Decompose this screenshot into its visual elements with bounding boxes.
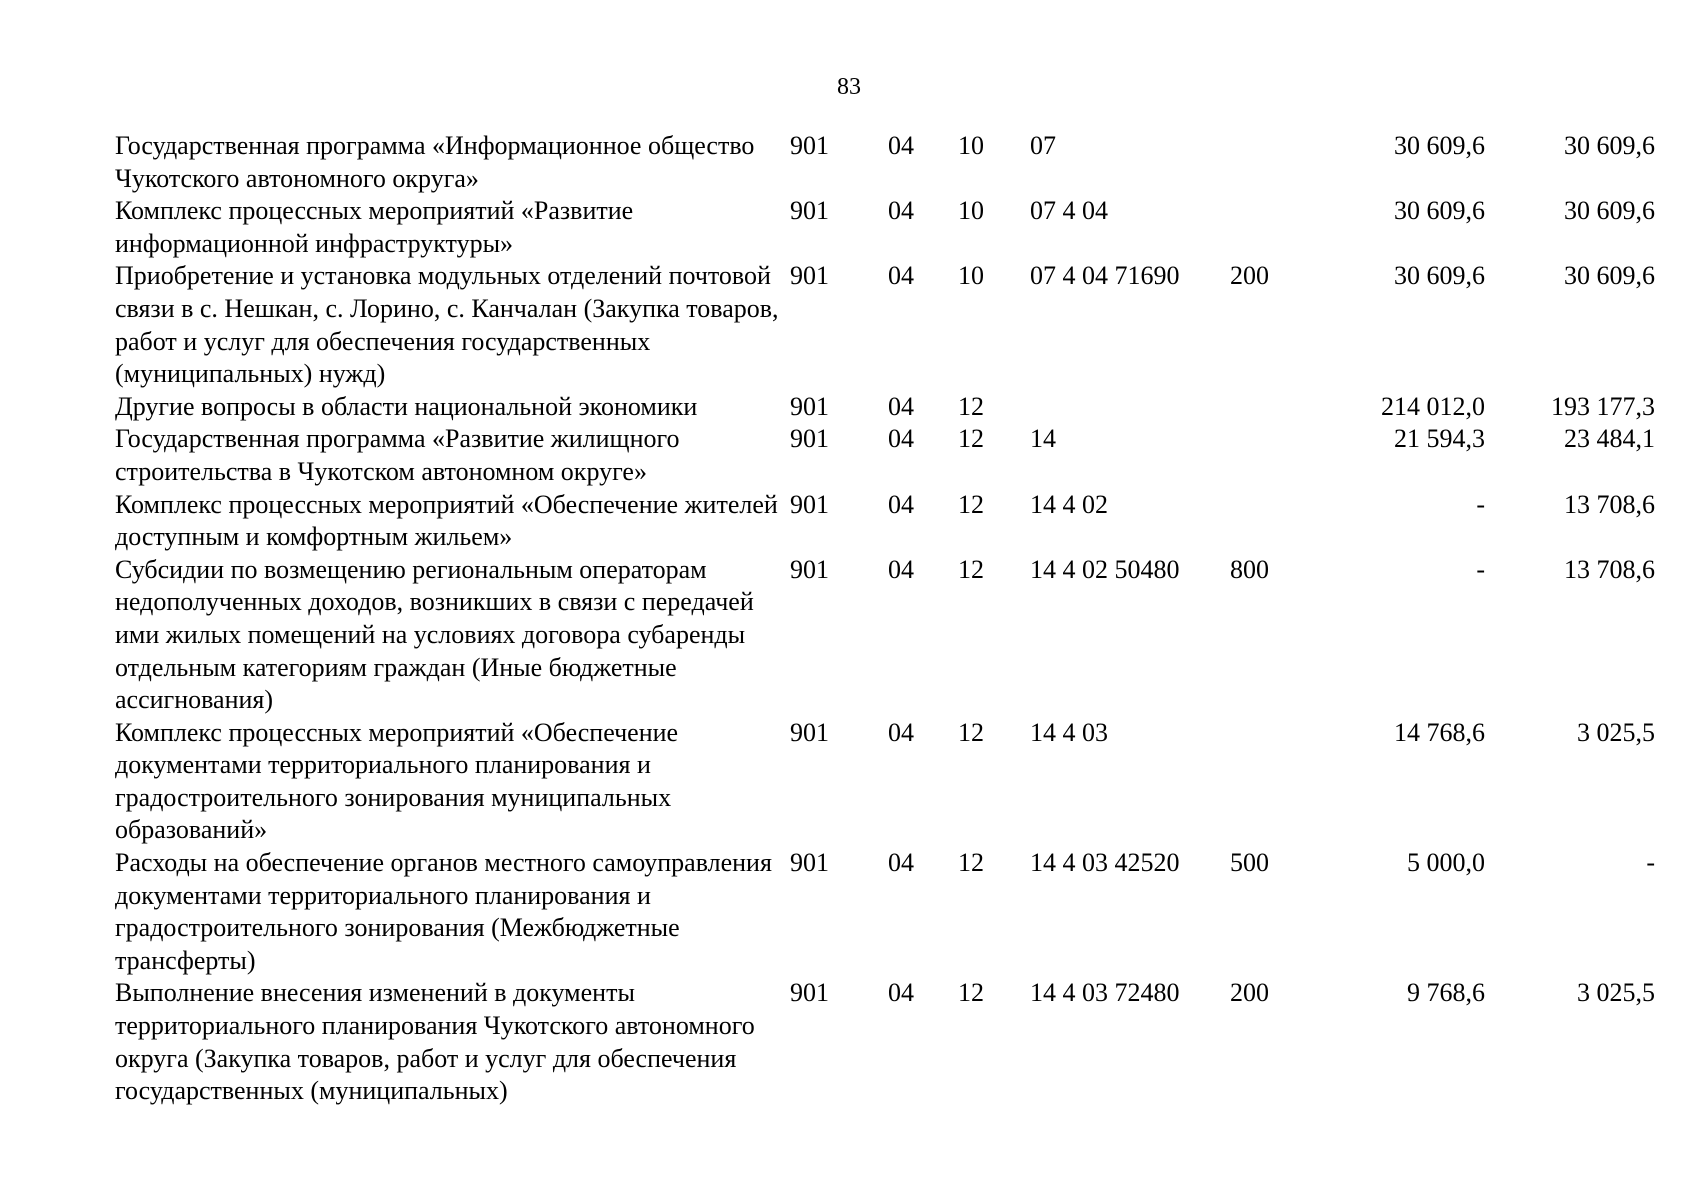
row-section: 04	[888, 196, 914, 226]
row-sum-2: 30 609,6	[1564, 196, 1655, 226]
row-expense-type	[1230, 489, 1325, 554]
row-target-article: 07 4 04	[1030, 196, 1108, 226]
row-subsection: 12	[958, 978, 984, 1008]
row-target-article: 14	[1030, 424, 1056, 454]
table-row	[115, 195, 1655, 260]
row-name: Приобретение и установка модульных отделений почтовой связи в с. Нешкан, с. Лорино, с. Канчалан (Закупка товаров, работ и услуг для обеспечения государственных (муниципальных) нужд)	[115, 261, 779, 389]
row-section: 04	[888, 978, 914, 1008]
row-section: 04	[888, 489, 914, 519]
row-subsection: 10	[958, 196, 984, 226]
row-name: Выполнение внесения изменений в документы территориального планирования Чукотского автономного округа (Закупка товаров, работ и услуг для обеспечения государственных (муниципальных)	[115, 978, 755, 1106]
row-expense-type: 500	[1230, 848, 1269, 878]
row-target-article: 14 4 03	[1030, 717, 1108, 747]
row-section: 04	[888, 391, 914, 421]
row-sum-2: 3 025,5	[1577, 978, 1655, 1008]
row-subsection: 12	[958, 424, 984, 454]
row-sum-1: 21 594,3	[1394, 424, 1485, 454]
budget-table-body	[115, 130, 1655, 1108]
row-grbs: 901	[790, 554, 829, 584]
row-grbs: 901	[790, 978, 829, 1008]
row-sum-2: 13 708,6	[1564, 554, 1655, 584]
row-sum-1: -	[1476, 489, 1485, 519]
row-section: 04	[888, 424, 914, 454]
row-grbs: 901	[790, 131, 829, 160]
row-sum-2: 23 484,1	[1564, 424, 1655, 454]
row-grbs: 901	[790, 717, 829, 747]
row-section: 04	[888, 848, 914, 878]
table-row	[115, 423, 1655, 488]
row-target-article: 14 4 02	[1030, 489, 1108, 519]
row-grbs: 901	[790, 196, 829, 226]
row-name: Комплекс процессных мероприятий «Развитие информационной инфраструктуры»	[115, 196, 634, 258]
row-section: 04	[888, 131, 914, 160]
table-row	[115, 391, 1655, 424]
table-row	[115, 554, 1655, 717]
row-expense-type: 200	[1230, 978, 1269, 1008]
row-subsection: 12	[958, 554, 984, 584]
row-grbs: 901	[790, 424, 829, 454]
row-section: 04	[888, 717, 914, 747]
row-target-article: 14 4 02 50480	[1030, 554, 1180, 584]
row-expense-type	[1230, 423, 1325, 488]
row-name: Другие вопросы в области национальной экономики	[115, 391, 698, 421]
row-expense-type: 200	[1230, 261, 1269, 291]
row-sum-1: 214 012,0	[1381, 391, 1485, 421]
row-expense-type	[1230, 195, 1325, 260]
table-row	[115, 489, 1655, 554]
row-expense-type	[1230, 717, 1325, 847]
row-subsection: 12	[958, 489, 984, 519]
row-expense-type	[1230, 130, 1325, 195]
row-expense-type	[1230, 391, 1325, 424]
table-row	[115, 977, 1655, 1107]
row-target-article: 07 4 04 71690	[1030, 261, 1180, 291]
row-target-article: 14 4 03 72480	[1030, 978, 1180, 1008]
row-subsection: 10	[958, 131, 984, 160]
row-name: Комплекс процессных мероприятий «Обеспечение жителей доступным и комфортным жильем»	[115, 489, 778, 552]
row-expense-type: 800	[1230, 554, 1269, 584]
row-target-article	[1030, 391, 1230, 424]
row-grbs: 901	[790, 848, 829, 878]
row-subsection: 10	[958, 261, 984, 291]
row-grbs: 901	[790, 489, 829, 519]
row-sum-1: 14 768,6	[1394, 717, 1485, 747]
row-sum-1: -	[1476, 554, 1485, 584]
row-sum-1: 30 609,6	[1394, 261, 1485, 291]
row-sum-2: 193 177,3	[1551, 391, 1655, 421]
row-name: Субсидии по возмещению региональным операторам недополученных доходов, возникших в связи с передачей ими жилых помещений на условиях договора субаренды отдельным категориям граждан (Иные бюджетные ассигнования)	[115, 554, 754, 715]
row-name: Расходы на обеспечение органов местного самоуправления документами территориального планирования и градостроительного зонирования (Межбюджетные трансферты)	[115, 848, 772, 975]
row-sum-2: -	[1646, 848, 1655, 878]
row-sum-2: 30 609,6	[1564, 131, 1655, 160]
budget-table	[115, 130, 1655, 1108]
table-row	[115, 130, 1655, 195]
row-subsection: 12	[958, 717, 984, 747]
row-grbs: 901	[790, 261, 829, 291]
row-sum-2: 3 025,5	[1577, 717, 1655, 747]
row-sum-1: 30 609,6	[1394, 196, 1485, 226]
row-target-article: 14 4 03 42520	[1030, 848, 1180, 878]
row-section: 04	[888, 261, 914, 291]
row-name: Государственная программа «Развитие жилищного строительства в Чукотском автономном округе»	[115, 424, 680, 486]
row-sum-1: 9 768,6	[1407, 978, 1485, 1008]
row-subsection: 12	[958, 848, 984, 878]
row-target-article: 07	[1030, 131, 1056, 160]
row-sum-2: 30 609,6	[1564, 261, 1655, 291]
row-name: Государственная программа «Информационное общество Чукотского автономного округа»	[115, 131, 755, 193]
row-name: Комплекс процессных мероприятий «Обеспечение документами территориального планирования и градостроительного зонирования муниципальных образований»	[115, 717, 679, 845]
page-number: 83	[837, 74, 861, 100]
row-sum-1: 30 609,6	[1394, 131, 1485, 160]
row-sum-1: 5 000,0	[1407, 848, 1485, 878]
table-row	[115, 717, 1655, 847]
table-row	[115, 260, 1655, 390]
row-grbs: 901	[790, 391, 829, 421]
row-section: 04	[888, 554, 914, 584]
table-row	[115, 847, 1655, 977]
row-sum-2: 13 708,6	[1564, 489, 1655, 519]
row-subsection: 12	[958, 391, 984, 421]
